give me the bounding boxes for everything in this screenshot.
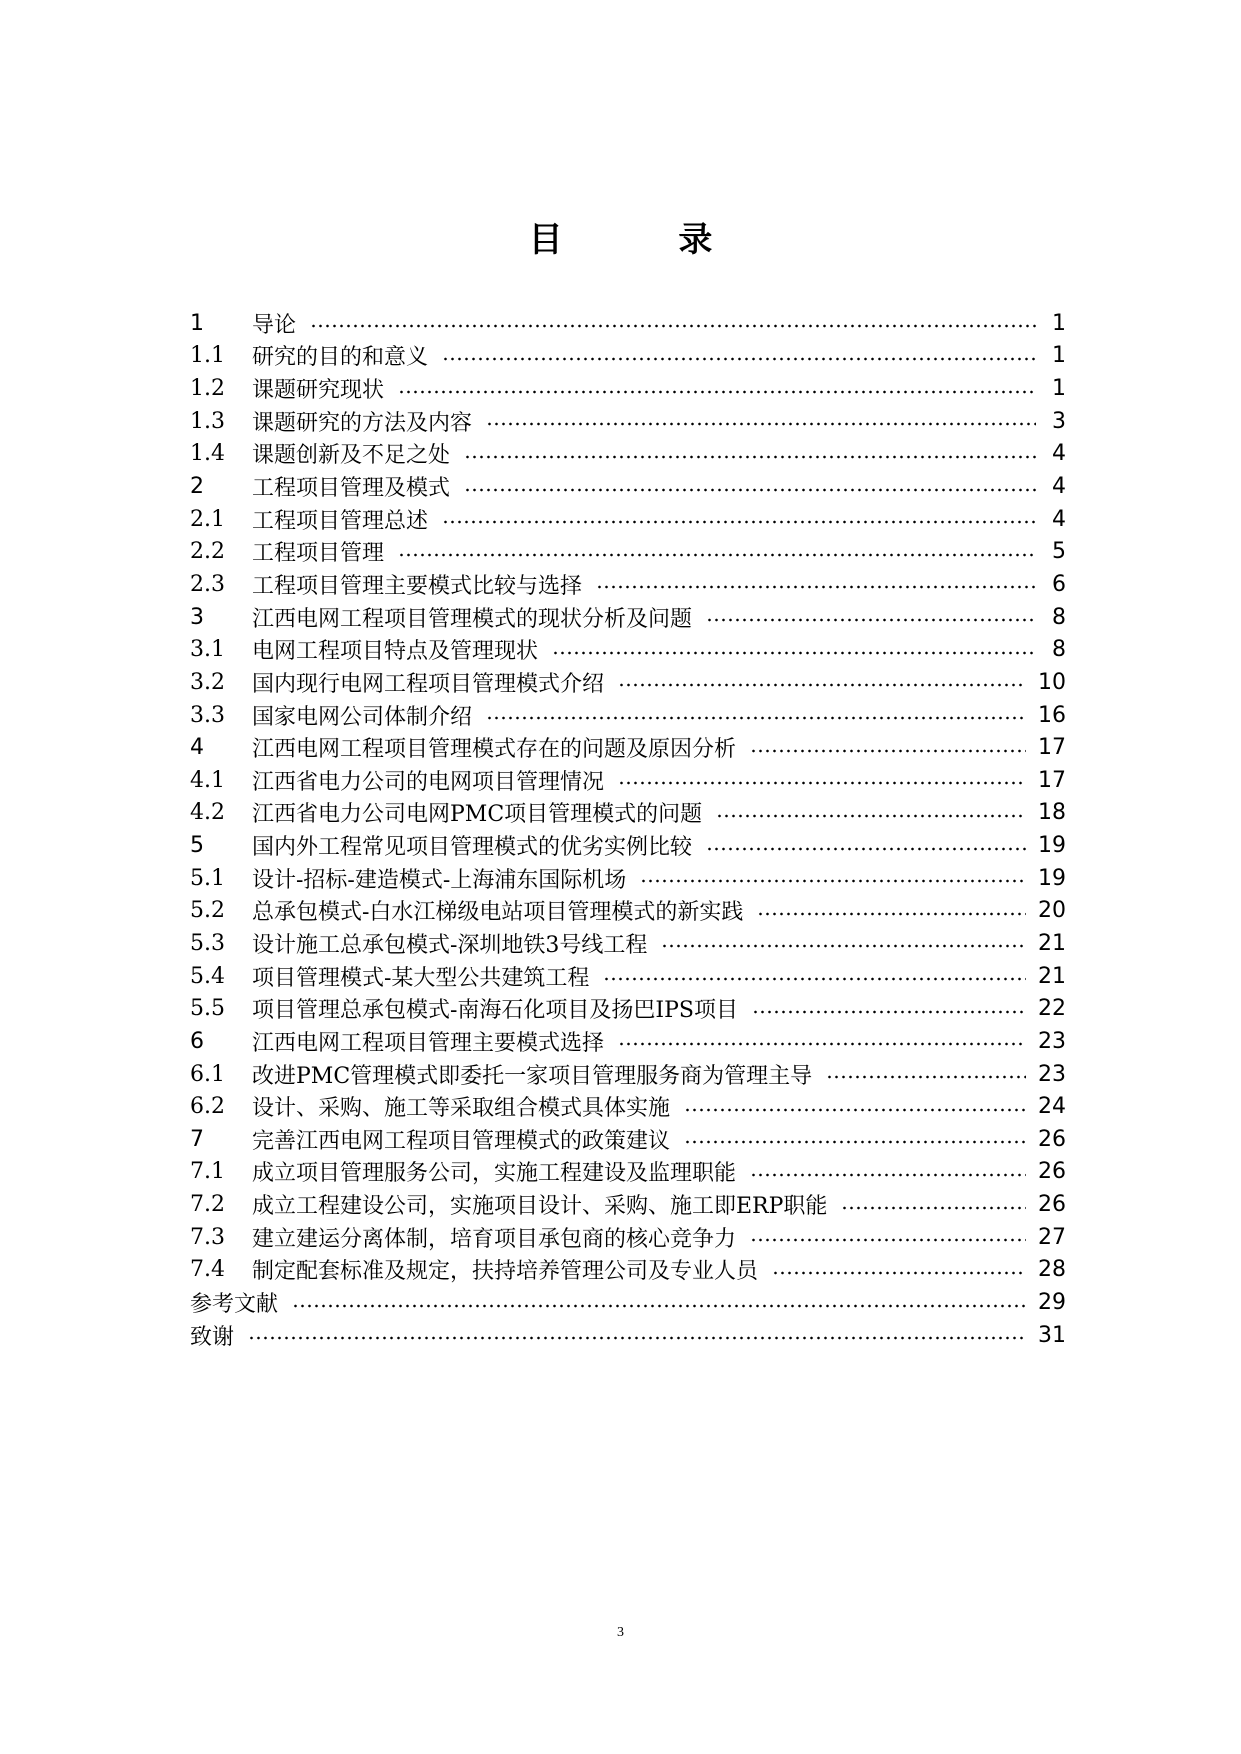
- toc-entry: [190, 829, 1066, 862]
- toc-entry-title: 工程项目管理总述: [252, 508, 429, 534]
- dot-leader: [442, 520, 1036, 524]
- toc-entry-title: 项目管理模式-某大型公共建筑工程: [252, 965, 590, 991]
- toc-entry-title: 项目管理总承包模式-南海石化项目及扬巴IPS项目: [252, 998, 738, 1024]
- toc-entry-number: 3.3: [190, 702, 225, 728]
- toc-entry-page: 4: [1052, 441, 1066, 467]
- toc-entry-title: 江西省电力公司电网PMC项目管理模式的问题: [252, 802, 703, 828]
- toc-entry-page: 16: [1038, 702, 1066, 728]
- toc-entry-title: 国家电网公司体制介绍: [252, 704, 473, 730]
- dot-leader: [292, 1304, 1026, 1308]
- toc-entry-number: 3.2: [190, 669, 225, 695]
- toc-entry-title: 江西电网工程项目管理模式存在的问题及原因分析: [252, 737, 737, 763]
- toc-entry: [190, 797, 1066, 830]
- toc-entry-page: 31: [1038, 1322, 1066, 1348]
- dot-leader: [752, 1010, 1026, 1014]
- toc-entry: [190, 1221, 1066, 1254]
- toc-entry-number: 7.2: [190, 1192, 225, 1218]
- toc-entry-page: 27: [1038, 1224, 1066, 1250]
- toc-entry-number: 2.3: [190, 571, 225, 597]
- toc-entry-title: 工程项目管理: [252, 541, 385, 567]
- toc-entry: [190, 1123, 1066, 1156]
- toc-entry: [190, 666, 1066, 699]
- toc-entry-title: 致谢: [190, 1324, 235, 1350]
- toc-entry: [190, 699, 1066, 732]
- dot-leader: [750, 1238, 1026, 1242]
- toc-entry-number: 4: [190, 735, 204, 761]
- dot-leader: [706, 618, 1036, 622]
- dot-leader: [706, 847, 1026, 851]
- dot-leader: [618, 781, 1026, 785]
- toc-entry-title: 设计、采购、施工等采取组合模式具体实施: [252, 1096, 671, 1122]
- dot-leader: [398, 553, 1036, 557]
- toc-entry-page: 10: [1038, 669, 1066, 695]
- toc-entry: [190, 1286, 1066, 1319]
- toc-entry-number: 5.4: [190, 963, 225, 989]
- dot-leader: [486, 716, 1026, 720]
- toc-entry-page: 18: [1038, 800, 1066, 826]
- dot-leader: [552, 651, 1036, 655]
- dot-leader: [757, 912, 1026, 916]
- toc-entry-title: 工程项目管理及模式: [252, 476, 451, 502]
- toc-entry-title: 江西电网工程项目管理模式的现状分析及问题: [252, 606, 693, 632]
- dot-leader: [464, 488, 1036, 492]
- toc-entry-page: 17: [1038, 767, 1066, 793]
- dot-leader: [841, 1206, 1026, 1210]
- toc-entry: [190, 535, 1066, 568]
- dot-leader: [398, 390, 1036, 394]
- toc-entry-number: 1.3: [190, 408, 225, 434]
- toc-entry-title: 完善江西电网工程项目管理模式的政策建议: [252, 1128, 671, 1154]
- toc-entry: [190, 372, 1066, 405]
- toc-entry-page: 23: [1038, 1061, 1066, 1087]
- toc-entry: [190, 470, 1066, 503]
- toc-entry: [190, 1090, 1066, 1123]
- toc-entry-page: 6: [1052, 571, 1066, 597]
- toc-entry-number: 5.3: [190, 930, 225, 956]
- dot-leader: [618, 1042, 1026, 1046]
- toc-entry-title: 改进PMC管理模式即委托一家项目管理服务商为管理主导: [252, 1063, 813, 1089]
- toc-entry-title: 设计施工总承包模式-深圳地铁3号线工程: [252, 932, 648, 958]
- toc-entry-title: 江西电网工程项目管理主要模式选择: [252, 1030, 605, 1056]
- toc-entry-title: 国内现行电网工程项目管理模式介绍: [252, 671, 605, 697]
- toc-entry: [190, 503, 1066, 536]
- toc-entry-title: 江西省电力公司的电网项目管理情况: [252, 769, 605, 795]
- toc-entry-number: 4.2: [190, 800, 225, 826]
- toc-entry-page: 29: [1038, 1290, 1066, 1316]
- toc-entry-title: 制定配套标准及规定，扶持培养管理公司及专业人员: [252, 1259, 759, 1285]
- toc-entry-title: 课题创新及不足之处: [252, 443, 451, 469]
- dot-leader: [750, 1173, 1026, 1177]
- toc-entry-page: 1: [1052, 376, 1066, 402]
- toc-entry-page: 8: [1052, 604, 1066, 630]
- toc-entry-page: 5: [1052, 539, 1066, 565]
- toc-entry: [190, 992, 1066, 1025]
- dot-leader: [248, 1336, 1026, 1340]
- toc-entry-title: 参考文献: [190, 1292, 279, 1318]
- toc-entry: [190, 1058, 1066, 1091]
- toc-entry-page: 23: [1038, 1028, 1066, 1054]
- toc-entry: [190, 405, 1066, 438]
- dot-leader: [640, 879, 1026, 883]
- toc-entry: [190, 307, 1066, 340]
- toc-entry-number: 7: [190, 1126, 204, 1152]
- toc-entry-page: 19: [1038, 865, 1066, 891]
- toc-entry: [190, 1156, 1066, 1189]
- dot-leader: [603, 977, 1026, 981]
- toc-entry-number: 5: [190, 833, 204, 859]
- toc-entry-title: 电网工程项目特点及管理现状: [252, 639, 539, 665]
- toc-entry-page: 3: [1052, 408, 1066, 434]
- toc-entry-page: 1: [1052, 343, 1066, 369]
- toc-entry-page: 26: [1038, 1126, 1066, 1152]
- toc-entry-page: 22: [1038, 996, 1066, 1022]
- toc-entry-page: 20: [1038, 898, 1066, 924]
- toc-entry-title: 课题研究现状: [252, 378, 385, 404]
- toc-entry-title: 设计-招标-建造模式-上海浦东国际机场: [252, 867, 627, 893]
- page-title: 目 录: [528, 220, 765, 260]
- toc-entry-number: 6.1: [190, 1061, 225, 1087]
- toc-entry-number: 5.5: [190, 996, 225, 1022]
- dot-leader: [310, 324, 1036, 328]
- dot-leader: [684, 1140, 1026, 1144]
- toc-entry-number: 7.4: [190, 1257, 225, 1283]
- toc-entry: [190, 764, 1066, 797]
- toc-entry-number: 3.1: [190, 637, 225, 663]
- dot-leader: [618, 683, 1026, 687]
- dot-leader: [716, 814, 1026, 818]
- dot-leader: [772, 1271, 1026, 1275]
- toc-entry-page: 4: [1052, 474, 1066, 500]
- toc-entry-page: 26: [1038, 1192, 1066, 1218]
- toc-entry: [190, 1188, 1066, 1221]
- dot-leader: [596, 585, 1036, 589]
- toc-entry: [190, 960, 1066, 993]
- dot-leader: [750, 749, 1026, 753]
- toc-entry-page: 21: [1038, 963, 1066, 989]
- toc-entry-title: 研究的目的和意义: [252, 345, 429, 371]
- toc-entry-page: 8: [1052, 637, 1066, 663]
- toc-entry: [190, 1025, 1066, 1058]
- toc-entry-page: 1: [1052, 310, 1066, 336]
- toc-entry-title: 工程项目管理主要模式比较与选择: [252, 573, 583, 599]
- toc-entry-number: 7.3: [190, 1224, 225, 1250]
- toc-entry-number: 1.1: [190, 343, 225, 369]
- toc-entry: [190, 601, 1066, 634]
- dot-leader: [442, 357, 1036, 361]
- toc-entry: [190, 731, 1066, 764]
- toc-entry-page: 17: [1038, 735, 1066, 761]
- toc-entry: [190, 1319, 1066, 1352]
- toc-entry-number: 3: [190, 604, 204, 630]
- toc-entry: [190, 1254, 1066, 1287]
- toc-entry-page: 19: [1038, 833, 1066, 859]
- toc-entry-title: 国内外工程常见项目管理模式的优劣实例比较: [252, 835, 693, 861]
- toc-entry-title: 课题研究的方法及内容: [252, 410, 473, 436]
- dot-leader: [684, 1108, 1026, 1112]
- toc-entry: [190, 438, 1066, 471]
- toc-entry: [190, 340, 1066, 373]
- toc-entry-number: 5.1: [190, 865, 225, 891]
- dot-leader: [486, 422, 1036, 426]
- toc-entry: [190, 568, 1066, 601]
- toc-entry-title: 导论: [252, 312, 297, 338]
- toc-entry-title: 建立建运分离体制，培育项目承包商的核心竞争力: [252, 1226, 737, 1252]
- toc-entry-page: 28: [1038, 1257, 1066, 1283]
- toc-entry-title: 总承包模式-白水江梯级电站项目管理模式的新实践: [252, 900, 744, 926]
- page-number: 3: [617, 1625, 624, 1640]
- toc-entry-number: 6.2: [190, 1094, 225, 1120]
- toc-entry-number: 2.1: [190, 506, 225, 532]
- toc-entry-page: 24: [1038, 1094, 1066, 1120]
- toc-entry-title: 成立项目管理服务公司，实施工程建设及监理职能: [252, 1161, 737, 1187]
- toc-entry-number: 6: [190, 1028, 204, 1054]
- toc-entry: [190, 862, 1066, 895]
- toc-entry: [190, 895, 1066, 928]
- toc-entry-number: 1.4: [190, 441, 225, 467]
- toc-entry-number: 1: [190, 310, 204, 336]
- toc-entry: [190, 633, 1066, 666]
- toc-entry-number: 2.2: [190, 539, 225, 565]
- dot-leader: [661, 944, 1026, 948]
- toc-entry-number: 4.1: [190, 767, 225, 793]
- toc-entry: [190, 927, 1066, 960]
- toc-entry-number: 1.2: [190, 376, 225, 402]
- toc-entry-page: 21: [1038, 930, 1066, 956]
- toc-entry-number: 7.1: [190, 1159, 225, 1185]
- toc-entry-number: 5.2: [190, 898, 225, 924]
- toc-entry-page: 4: [1052, 506, 1066, 532]
- toc-entry-number: 2: [190, 474, 204, 500]
- table-of-contents: [190, 307, 1066, 1352]
- toc-entry-page: 26: [1038, 1159, 1066, 1185]
- dot-leader: [826, 1075, 1026, 1079]
- toc-entry-title: 成立工程建设公司，实施项目设计、采购、施工即ERP职能: [252, 1194, 828, 1220]
- dot-leader: [464, 455, 1036, 459]
